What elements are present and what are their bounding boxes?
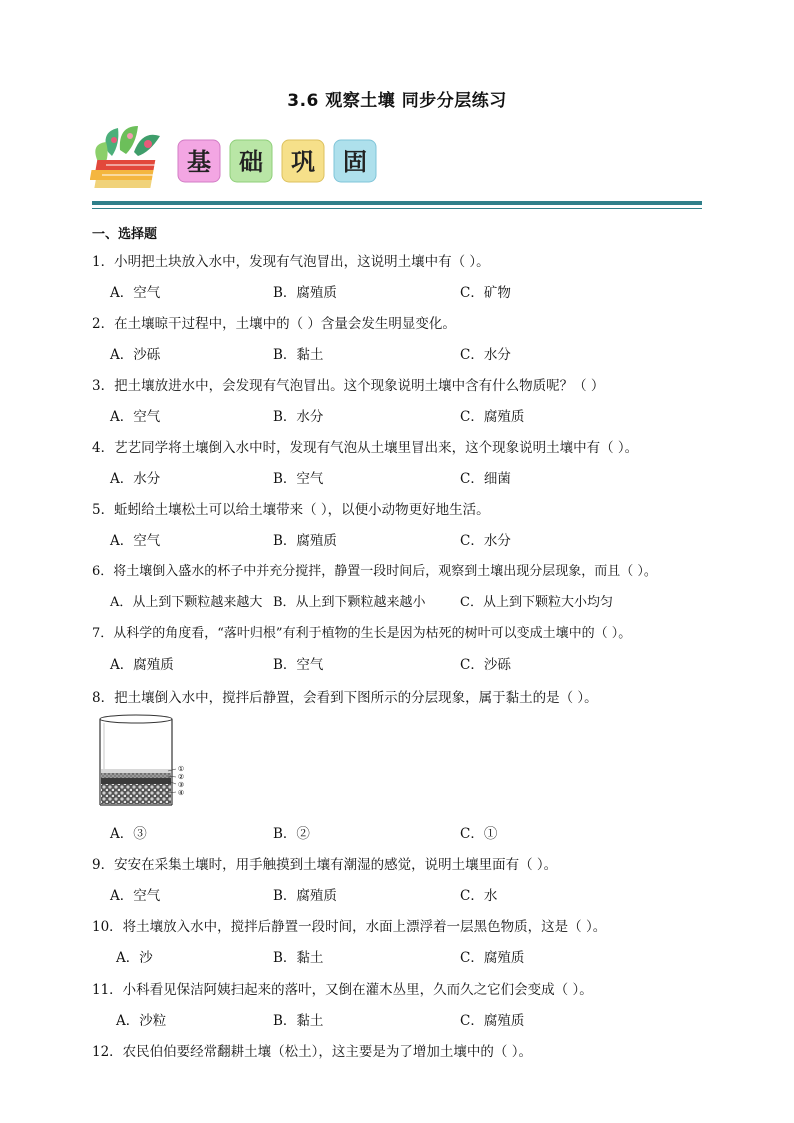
banner-char-3: 巩 [291,148,315,176]
question-5-option-c: C．水分 [460,533,511,549]
question-11-option-b: B．黏土 [273,1013,324,1029]
layer-label-1: ① [177,765,185,773]
question-6-option-b: B．从上到下颗粒越来越小 [273,595,426,610]
question-5-option-b: B．腐殖质 [273,533,337,549]
question-9-option-b: B．腐殖质 [273,888,337,904]
banner-char-2: 础 [239,148,263,176]
question-9-stem: 9．安安在采集土壤时，用手触摸到土壤有潮湿的感觉，说明土壤里面有（ ）。 [92,857,558,873]
question-2-option-a: A．沙砾 [110,347,161,363]
layer-2 [101,773,171,778]
question-3-stem: 3．把土壤放进水中，会发现有气泡冒出。这个现象说明土壤中含有什么物质呢？（ ） [92,378,605,394]
question-10-option-a: A．沙 [116,950,153,966]
question-6-option-a: A．从上到下颗粒越来越大 [110,595,263,610]
question-10-option-b: B．黏土 [273,950,324,966]
question-4-option-c: C．细菌 [460,471,511,487]
question-8-option-b: B．② [273,826,310,842]
question-2-option-b: B．黏土 [273,347,324,363]
question-10-stem: 10．将土壤放入水中，搅拌后静置一段时间，水面上漂浮着一层黑色物质，这是（ ）。 [92,919,607,935]
question-1-option-a: A．空气 [110,285,161,301]
layer-1 [101,769,171,773]
question-1-option-b: B．腐殖质 [273,285,337,301]
section-banner [90,122,390,192]
question-12-stem: 12．农民伯伯要经常翻耕土壤（松土），这主要是为了增加土壤中的（ ）。 [92,1044,532,1060]
question-2-option-c: C．水分 [460,347,511,363]
question-11-option-c: C．腐殖质 [460,1013,525,1029]
question-7-option-c: C．沙砾 [460,657,511,673]
question-9-option-a: A．空气 [110,888,161,904]
question-9-option-c: C．水 [460,888,498,904]
question-1-option-c: C．矿物 [460,285,511,301]
question-4-option-a: A．水分 [110,471,161,487]
layer-label-4: ④ [177,789,185,797]
question-5-option-a: A．空气 [110,533,161,549]
question-10-option-c: C．腐殖质 [460,950,525,966]
layer-4 [101,784,171,804]
layer-label-3: ③ [177,781,185,789]
soil-layers-beaker-figure [96,713,188,811]
question-3-option-b: B．水分 [273,409,324,425]
question-7-option-a: A．腐殖质 [110,657,174,673]
question-1-stem: 1．小明把土块放入水中，发现有气泡冒出，这说明土壤中有（ ）。 [92,254,490,270]
question-6-stem: 6．将土壤倒入盛水的杯子中并充分搅拌，静置一段时间后，观察到土壤出现分层现象，而且（ ）。 [92,564,657,579]
question-4-stem: 4．艺艺同学将土壤倒入水中时，发现有气泡从土壤里冒出来，这个现象说明土壤中有（ ）。 [92,440,639,456]
layer-label-2: ② [177,773,185,781]
question-7-option-b: B．空气 [273,657,324,673]
divider-thick [92,201,702,205]
question-2-stem: 2．在土壤晾干过程中，土壤中的（ ）含量会发生明显变化。 [92,316,456,332]
layer-3 [101,778,171,784]
question-8-option-c: C．① [460,826,498,842]
banner-char-4: 固 [343,148,367,176]
question-6-option-c: C．从上到下颗粒大小均匀 [460,595,613,610]
banner-char-1: 基 [187,148,211,176]
question-3-option-a: A．空气 [110,409,161,425]
question-11-option-a: A．沙粒 [116,1013,167,1029]
page-title: 3.6 观察土壤 同步分层练习 [287,91,507,111]
question-7-stem: 7．从科学的角度看，“落叶归根”有利于植物的生长是因为枯死的树叶可以变成土壤中的（ ）。 [92,626,632,641]
question-4-option-b: B．空气 [273,471,324,487]
section-heading: 一、选择题 [92,227,158,242]
question-5-stem: 5．蚯蚓给土壤松土可以给土壤带来（ ），以便小动物更好地生活。 [92,502,490,518]
divider-thin [92,208,702,209]
question-8-stem: 8．把土壤倒入水中，搅拌后静置，会看到下图所示的分层现象，属于黏土的是（ ）。 [92,690,598,706]
question-8-option-a: A．③ [110,826,147,842]
question-3-option-c: C．腐殖质 [460,409,525,425]
question-11-stem: 11．小科看见保洁阿姨扫起来的落叶，又倒在灌木丛里，久而久之它们会变成（ ）。 [92,982,593,998]
books-plant-illustration [90,126,160,188]
